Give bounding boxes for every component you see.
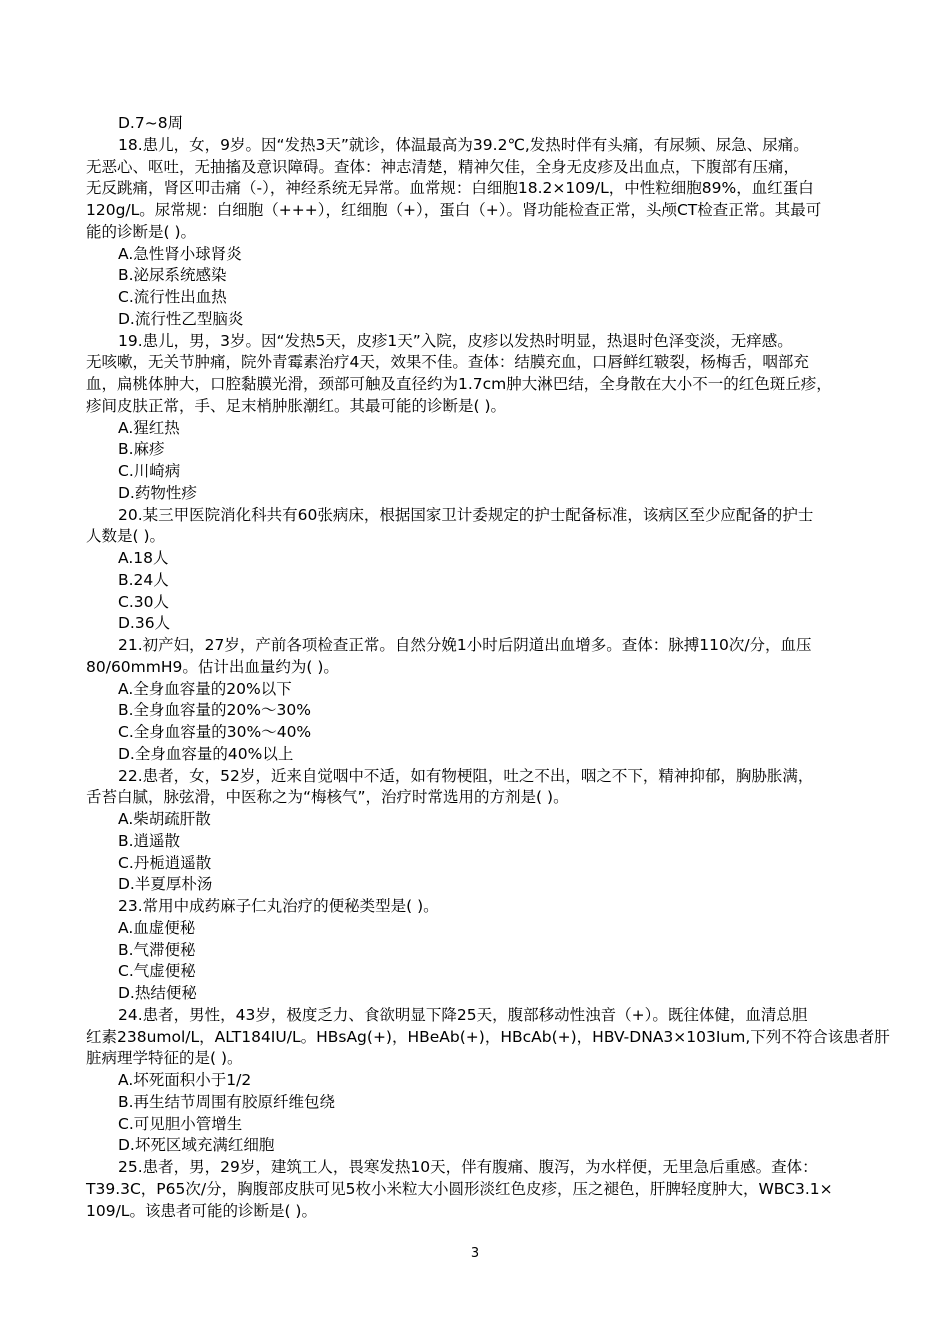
question-item (86, 135, 876, 331)
question-stem-line: 脏病理学特征的是( )。 (86, 1049, 243, 1068)
answer-option: A.猩红热 (118, 418, 180, 437)
answer-option: D.半夏厚朴汤 (118, 875, 213, 894)
answer-option: C.川崎病 (118, 462, 181, 480)
answer-option: A.血虚便秘 (118, 918, 196, 937)
question-item (86, 896, 876, 1005)
question-17-option-d: D.7~8周 (118, 114, 184, 132)
answer-option: B.全身血容量的20%～30% (118, 701, 311, 720)
answer-option: D.药物性疹 (118, 483, 197, 502)
question-stem-line: 21.初产妇，27岁，产前各项检查正常。自然分娩1小时后阴道出血增多。查体：脉搏110次/分，血压 (118, 636, 812, 654)
question-stem-line: 血，扁桃体肿大，口腔黏膜光滑，颈部可触及直径约为1.7cm肿大淋巴结，全身散在大小不一的红色斑丘疹， (86, 375, 832, 393)
answer-option: C.流行性出血热 (118, 288, 227, 306)
question-stem-line: 20.某三甲医院消化科共有60张病床，根据国家卫计委规定的护士配备标准，该病区至少应配备的护士 (118, 505, 814, 524)
question-stem-line: 18.患儿，女，9岁。因“发热3天”就诊，体温最高为39.2℃,发热时伴有头痛，有尿频、尿急、尿痛。 (118, 135, 809, 154)
question-item (86, 766, 876, 897)
question-item (86, 505, 876, 636)
answer-option: A.坏死面积小于1/2 (118, 1071, 252, 1089)
page-number: 3 (470, 1246, 480, 1261)
answer-option: C.30人 (118, 592, 169, 611)
question-stem-line: 无反跳痛，肾区叩击痛（-），神经系统无异常。血常规：白细胞18.2×109/L，中性粒细胞89%，血红蛋白 (86, 179, 814, 198)
question-stem-line: 25.患者，男，29岁，建筑工人，畏寒发热10天，伴有腹痛、腹泻，为水样便，无里急后重感。查体： (118, 1158, 818, 1176)
answer-option: D.流行性乙型脑炎 (118, 309, 244, 328)
answer-option: D.36人 (118, 614, 171, 633)
answer-option: D.坏死区域充满红细胞 (118, 1136, 275, 1155)
question-item (86, 1157, 876, 1222)
question-stem-line: 舌苔白腻，脉弦滑，中医称之为“梅核气”，治疗时常选用的方剂是( )。 (86, 788, 569, 807)
answer-option: B.再生结节周围有胶原纤维包绕 (118, 1092, 336, 1111)
page-content (86, 113, 890, 1222)
question-stem-line: 120g/L。尿常规：白细胞（+++），红细胞（+），蛋白（+）。肾功能检查正常，头颅CT检查正常。其最可 (86, 201, 822, 219)
question-stem-line: 23.常用中成药麻子仁丸治疗的便秘类型是( )。 (118, 897, 439, 915)
answer-option: C.可见胆小管增生 (118, 1114, 243, 1133)
question-stem-line: 24.患者，男性，43岁，极度乏力、食欲明显下降25天，腹部移动性浊音（+）。既往体健，血清总胆 (118, 1005, 808, 1024)
question-list (86, 135, 890, 1223)
question-stem-line: 红素238umol/L，ALT184IU/L。HBsAg(+)，HBeAb(+)，HBcAb(+)，HBV-DNA3×103Ium,下列不符合该患者肝 (86, 1027, 890, 1046)
question-item (86, 635, 876, 766)
answer-option: B.泌尿系统感染 (118, 266, 227, 285)
answer-option: C.丹栀逍遥散 (118, 853, 212, 872)
answer-option: B.逍遥散 (118, 831, 181, 850)
answer-option: B.24人 (118, 570, 169, 589)
question-stem-line: 无咳嗽，无关节肿痛，院外青霉素治疗4天，效果不佳。查体：结膜充血，口唇鲜红皲裂，杨梅舌，咽部充 (86, 353, 809, 372)
answer-option: C.气虚便秘 (118, 962, 196, 981)
question-stem-line: 19.患儿，男，3岁。因“发热5天，皮疹1天”入院，皮疹以发热时明显，热退时色泽变淡，无痒感。 (118, 331, 793, 350)
question-stem-line: 109/L。该患者可能的诊断是( )。 (86, 1201, 317, 1220)
question-item (86, 1005, 890, 1157)
question-stem-line: 人数是( )。 (86, 527, 166, 546)
answer-option: A.柴胡疏肝散 (118, 810, 211, 828)
answer-option: B.气滞便秘 (118, 940, 196, 959)
answer-option: B.麻疹 (118, 440, 165, 459)
question-item (86, 331, 876, 505)
question-stem-line: 能的诊断是( )。 (86, 222, 197, 241)
answer-option: A.18人 (118, 549, 169, 567)
question-stem-line: T39.3C，P65次/分，胸腹部皮肤可见5枚小米粒大小圆形淡红色皮疹，压之褪色，肝脾轻度肿大，WBC3.1× (86, 1179, 833, 1198)
answer-option: C.全身血容量的30%～40% (118, 723, 312, 741)
answer-option: D.热结便秘 (118, 984, 197, 1002)
answer-option: A.急性肾小球肾炎 (118, 244, 242, 263)
answer-option: A.全身血容量的20%以下 (118, 679, 292, 698)
question-stem-line: 无恶心、呕吐，无抽搐及意识障碍。查体：神志清楚，精神欠佳，全身无皮疹及出血点，下腹部有压痛， (86, 157, 800, 176)
answer-option: D.全身血容量的40%以上 (118, 744, 294, 763)
question-stem-line: 22.患者，女，52岁，近来自觉咽中不适，如有物梗阻，吐之不出，咽之不下，精神抑郁，胸胁胀满， (118, 766, 814, 785)
question-stem-line: 80/60mmH9。估计出血量约为( )。 (86, 657, 339, 676)
question-stem-line: 疹间皮肤正常，手、足末梢肿胀潮红。其最可能的诊断是( )。 (86, 396, 507, 415)
